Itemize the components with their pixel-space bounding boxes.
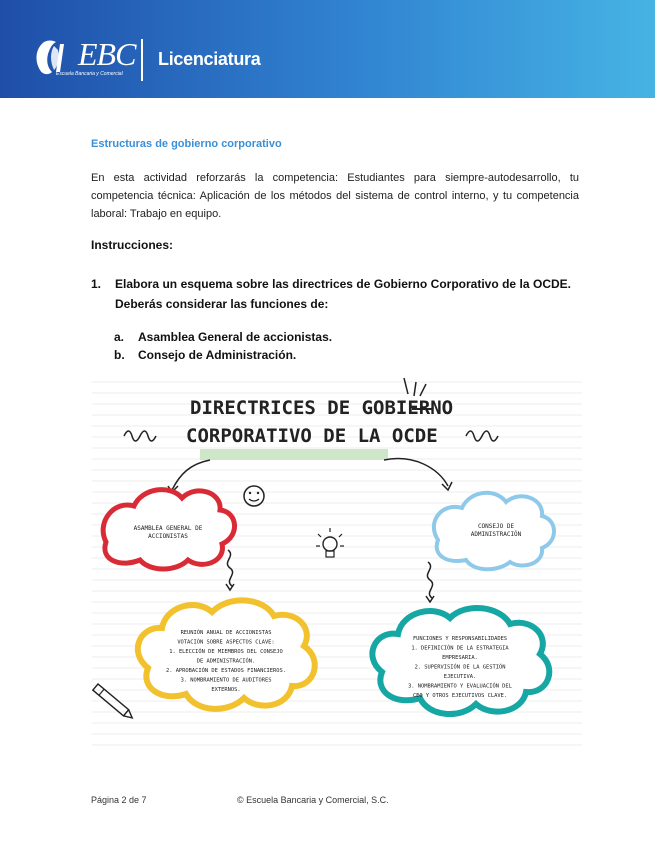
left-cloud-label-2: ACCIONISTAS <box>148 533 188 540</box>
instructions-heading: Instrucciones: <box>91 238 174 252</box>
subitem-b <box>114 348 296 362</box>
ebc-logo <box>30 36 136 90</box>
item-number: 1. <box>91 277 102 291</box>
left-detail-line: EXTERNOS. <box>211 687 241 693</box>
right-detail-line: 2. SUPERVISIÓN DE LA GESTIÓN <box>414 664 506 671</box>
subitem-text: Consejo de Administración. <box>138 348 297 362</box>
right-detail-line: EMPRESARIA. <box>442 655 478 661</box>
logo-wordmark: EBC <box>78 36 136 72</box>
diagram-title-line1: DIRECTRICES DE GOBIERNO <box>190 397 454 419</box>
right-detail-line: EJECUTIVA. <box>443 674 477 680</box>
subitem-text: Asamblea General de accionistas. <box>138 330 333 344</box>
right-cloud-label-2: ADMINISTRACIÓN <box>470 531 522 538</box>
title-highlight <box>200 449 388 460</box>
header-title: Licenciatura <box>158 49 261 69</box>
section-title: Estructuras de gobierno corporativo <box>91 138 282 150</box>
logo-tagline: Escuela Bancaria y Comercial <box>56 71 123 77</box>
subitem-letter: a. <box>114 330 125 344</box>
header-divider <box>141 39 143 81</box>
right-detail-line: FUNCIONES Y RESPONSABILIDADES <box>412 636 508 642</box>
copyright: © Escuela Bancaria y Comercial, S.C. <box>237 795 389 805</box>
subitem-letter: b. <box>114 348 125 362</box>
left-detail-line: 2. APROBACIÓN DE ESTADOS FINANCIEROS. <box>165 668 287 674</box>
left-detail-line: 3. NOMBRAMIENTO DE AUDITORES <box>180 677 272 684</box>
left-cloud-label-1: ASAMBLEA GENERAL DE <box>133 525 203 532</box>
left-detail-line: DE ADMINISTRACIÓN. <box>196 658 256 665</box>
right-detail-line: CEO Y OTROS EJECUTIVOS CLAVE. <box>412 693 508 699</box>
ocde-diagram <box>92 372 582 752</box>
diagram-title-line2: CORPORATIVO DE LA OCDE <box>186 425 438 447</box>
page-number: Página 2 de 7 <box>91 795 147 805</box>
page-header <box>0 0 655 98</box>
left-detail-line: 1. ELECCIÓN DE MIEMBROS DEL CONSEJO <box>169 649 283 655</box>
right-detail-line: 1. DEFINICIÓN DE LA ESTRATEGIA <box>411 645 509 652</box>
right-detail-line: 3. NOMBRAMIENTO Y EVALUACIÓN DEL <box>408 683 512 690</box>
intro-paragraph: En esta actividad reforzarás la competencia: Estudiantes para siempre-autodesarrollo, tu competencia técnica: Aplicación de los métodos del sistema de control interno, y tu competencia laboral: Trabajo en equipo. <box>91 172 579 220</box>
left-detail-line: REUNIÓN ANUAL DE ACCIONISTAS <box>180 630 272 636</box>
right-cloud-label-1: CONSEJO DE <box>477 523 515 530</box>
item-text: Elabora un esquema sobre las directrices de Gobierno Corporativo de la OCDE. Deberás considerar las funciones de: <box>115 277 571 311</box>
subitem-a <box>114 330 332 344</box>
left-detail-line: VOTACIÓN SOBRE ASPECTOS CLAVE: <box>177 639 275 646</box>
instruction-item-1 <box>91 274 571 314</box>
